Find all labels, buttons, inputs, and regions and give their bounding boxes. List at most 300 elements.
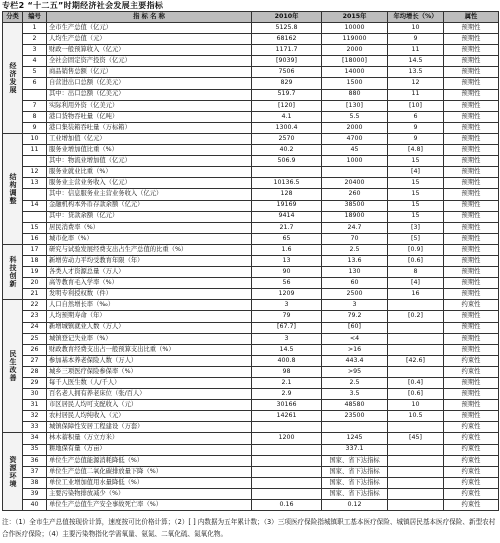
row-number: 28 [23,366,47,377]
growth-rate: [4] [388,278,444,289]
row-number: 25 [23,333,47,344]
table-row [3,255,499,266]
attribute: 约束性 [444,300,499,311]
indicator-name: 研究与试验发展经费支出占生产总值的比重（%） [47,244,252,255]
value-2010 [252,466,322,477]
value-2015: 260 [322,189,388,200]
indicator-name: 主要污染物排放减少（%） [47,488,252,499]
indicator-name: 其中：信息服务业主营业务收入（亿元） [47,189,252,200]
growth-rate: [5] [388,233,444,244]
row-number: 5 [23,67,47,78]
attribute: 预期性 [444,100,499,111]
growth-rate: 9 [388,122,444,133]
growth-rate: [0.6] [388,255,444,266]
value-2015: 70 [322,233,388,244]
row-number: 4 [23,56,47,67]
indicator-name: 城市化率（%） [47,233,252,244]
indicator-name: 发明专利授权数（件） [47,289,252,300]
value-2015: [18000] [322,56,388,67]
row-number: 7 [23,100,47,111]
attribute: 预期性 [444,222,499,233]
indicator-name: 城镇保障性安居工程建设（万套） [47,422,252,433]
header-growth: 年均增长（%） [388,12,444,23]
value-2010: 19169 [252,200,322,211]
table-row [3,89,499,100]
value-2015: 1000 [322,156,388,167]
attribute: 预期性 [444,56,499,67]
table-row [3,200,499,211]
growth-rate: 10 [388,400,444,411]
value-2015: >16 [322,344,388,355]
growth-rate [388,488,444,499]
growth-rate: 15 [388,189,444,200]
table-row [3,400,499,411]
table-row [3,333,499,344]
value-2015: 45 [322,145,388,156]
value-2010: 2.1 [252,378,322,389]
value-2010: 30166 [252,400,322,411]
growth-rate: 15 [388,156,444,167]
value-2015 [322,167,388,178]
growth-rate [388,333,444,344]
header-category: 分类 [3,12,23,23]
row-number: 8 [23,111,47,122]
value-2010 [252,167,322,178]
growth-rate [388,466,444,477]
row-number: 18 [23,255,47,266]
attribute: 约束性 [444,477,499,488]
value-2010: 5125.8 [252,23,322,34]
table-row [3,378,499,389]
growth-rate: [0.4] [388,378,444,389]
growth-rate [388,300,444,311]
indicator-name: 林木蓄积量（万立方米） [47,433,252,444]
value-2015: 2.5 [322,244,388,255]
value-2010: 56 [252,278,322,289]
value-2010 [252,477,322,488]
table-row [3,444,499,455]
attribute: 预期性 [444,89,499,100]
indicator-name: 每千人医生数（人/千人） [47,378,252,389]
value-2015: 0.12 [322,500,388,511]
attribute: 预期性 [444,167,499,178]
indicator-name: 新增劳动力平均受教育年限（年） [47,255,252,266]
indicator-name: 人均生产总值（元） [47,34,252,45]
attribute: 约束性 [444,444,499,455]
value-2010: 1300.4 [252,122,322,133]
indicator-name: 高等教育毛入学率（%） [47,278,252,289]
value-2010 [252,488,322,499]
value-2010: 519.7 [252,89,322,100]
growth-rate: 16 [388,289,444,300]
table-row [3,178,499,189]
growth-rate: [45] [388,433,444,444]
indicator-name: 服务业主营业务收入（亿元） [47,178,252,189]
value-2010: 1209 [252,289,322,300]
value-2010: 65 [252,233,322,244]
attribute: 预期性 [444,78,499,89]
indicator-name: 单位工业增加值用水量降低（%） [47,477,252,488]
table-row [3,322,499,333]
value-2015: [60] [322,322,388,333]
value-2010: [120] [252,100,322,111]
row-number: 24 [23,322,47,333]
row-number: 37 [23,466,47,477]
indicator-name: 港口集装箱吞吐量（万标箱） [47,122,252,133]
growth-rate: [0.2] [388,311,444,322]
table-row [3,244,499,255]
table-row [3,289,499,300]
value-2010: [67.7] [252,322,322,333]
attribute: 预期性 [444,189,499,200]
growth-rate [388,477,444,488]
row-number: 29 [23,378,47,389]
category-cell: 经济发展 [3,23,23,134]
value-2010: 3 [252,333,322,344]
indicator-name: 农村居民人均纯收入（元） [47,411,252,422]
growth-rate: 9 [388,133,444,144]
growth-rate: [0.6] [388,389,444,400]
attribute: 预期性 [444,267,499,278]
value-2010: 14261 [252,411,322,422]
growth-rate: 10 [388,23,444,34]
attribute: 约束性 [444,422,499,433]
growth-rate: [0.9] [388,244,444,255]
value-2015: 2000 [322,122,388,133]
growth-rate [388,455,444,466]
indicator-name: 商品销售总额（亿元） [47,67,252,78]
growth-rate: 15 [388,200,444,211]
attribute: 预期性 [444,255,499,266]
value-2015: >95 [322,366,388,377]
value-2010: 400.8 [252,355,322,366]
attribute: 预期性 [444,111,499,122]
value-2015: 18900 [322,211,388,222]
value-2010: 506.9 [252,156,322,167]
attribute: 预期性 [444,333,499,344]
attribute: 约束性 [444,433,499,444]
table-title: 专栏2 “十二五”时期经济社会发展主要指标 [2,1,164,10]
row-number: 13 [23,178,47,189]
attribute: 预期性 [444,400,499,411]
value-2015: 13.6 [322,255,388,266]
attribute: 预期性 [444,244,499,255]
indicator-name: 金融机构本外币存款余额（亿元） [47,200,252,211]
attribute: 预期性 [444,378,499,389]
value-2010: 3 [252,300,322,311]
attribute: 预期性 [444,145,499,156]
growth-rate [388,422,444,433]
table-row [3,278,499,289]
table-row [3,133,499,144]
table-row [3,189,499,200]
growth-rate: [10] [388,100,444,111]
table-row [3,344,499,355]
attribute: 预期性 [444,67,499,78]
value-2010 [252,422,322,433]
attribute: 预期性 [444,23,499,34]
table-row [3,111,499,122]
attribute: 预期性 [444,344,499,355]
growth-rate: 8 [388,267,444,278]
value-2015: 20400 [322,178,388,189]
row-number [23,156,47,167]
value-2010 [252,455,322,466]
indicator-name: 服务业增加值比重（%） [47,145,252,156]
value-2010: [9039] [252,56,322,67]
value-2015: 2500 [322,289,388,300]
indicator-name: 单位生产总值二氧化碳排放量下降（%） [47,466,252,477]
value-2010: 1.6 [252,244,322,255]
row-number: 34 [23,433,47,444]
growth-rate: 12 [388,78,444,89]
growth-rate: 13.5 [388,67,444,78]
row-number: 33 [23,422,47,433]
table-row [3,156,499,167]
table-row [3,466,499,477]
row-number: 26 [23,344,47,355]
table-row [3,455,499,466]
value-2010: 2.9 [252,389,322,400]
indicator-name: 服务业就业比重（%） [47,167,252,178]
attribute: 约束性 [444,366,499,377]
value-2015: 4700 [322,133,388,144]
row-number: 38 [23,477,47,488]
attribute: 预期性 [444,45,499,56]
table-row [3,477,499,488]
indicator-name: 单位生产总值能源消耗降低（%） [47,455,252,466]
value-2015: 1245 [322,433,388,444]
value-2010: 4.1 [252,111,322,122]
row-number: 19 [23,267,47,278]
attribute: 约束性 [444,466,499,477]
table-row [3,145,499,156]
value-2015: 国家、省下达指标 [322,466,388,477]
table-row [3,167,499,178]
row-number: 30 [23,389,47,400]
attribute: 预期性 [444,322,499,333]
value-2015 [322,422,388,433]
indicator-name: 市区居民人均可支配收入（元） [47,400,252,411]
attribute: 预期性 [444,411,499,422]
indicator-name: 新增城镇就业人数（万人） [47,322,252,333]
attribute: 约束性 [444,355,499,366]
growth-rate [388,322,444,333]
growth-rate [388,344,444,355]
attribute: 预期性 [444,178,499,189]
value-2010: 21.7 [252,222,322,233]
category-cell: 资源环境 [3,433,23,511]
growth-rate: 9 [388,34,444,45]
value-2015: 3 [322,300,388,311]
row-number: 9 [23,122,47,133]
indicator-name: 财政教育经费支出占一般预算支出比重（%） [47,344,252,355]
table-row [3,222,499,233]
value-2015: 5.5 [322,111,388,122]
table-row [3,267,499,278]
table-row [3,45,499,56]
table-row [3,67,499,78]
indicator-name: 其中：贷款余额（亿元） [47,211,252,222]
growth-rate: 15 [388,178,444,189]
growth-rate: [3] [388,222,444,233]
indicator-name: 百名老人拥有养老床位（张/百人） [47,389,252,400]
value-2010: 68162 [252,34,322,45]
row-number: 1 [23,23,47,34]
value-2015: 23500 [322,411,388,422]
row-number [23,89,47,100]
attribute: 预期性 [444,389,499,400]
table-row [3,211,499,222]
attribute: 预期性 [444,233,499,244]
attribute: 约束性 [444,488,499,499]
indicator-name: 自营进出口总额（亿美元） [47,78,252,89]
table-row [3,355,499,366]
indicator-name: 城乡三项医疗保险参保率（%） [47,366,252,377]
row-number [23,189,47,200]
indicator-name: 参加基本养老保险人数（万人） [47,355,252,366]
value-2010: 128 [252,189,322,200]
value-2015: [130] [322,100,388,111]
value-2010: 9414 [252,211,322,222]
row-number: 15 [23,222,47,233]
value-2010: 0.16 [252,500,322,511]
row-number: 22 [23,300,47,311]
category-cell: 结构调整 [3,133,23,244]
table-row [3,488,499,499]
header-indicator: 指 标 名 称 [47,12,252,23]
footnote: 注：（1）全市生产总值按现价计算，速度按可比价格计算；（2）[ ] 内数据为五年累计数；（3）三项医疗保险指城镇职工基本医疗保险、城镇居民基本医疗保险、新型农村合作医疗保险；（4）主要污染物指化学需氧量、氨氮、二氧化硫、氮氧化物。 [2,518,496,538]
table-row [3,366,499,377]
attribute: 约束性 [444,455,499,466]
header-2010: 2010年 [252,12,322,23]
table-row [3,56,499,67]
indicator-name: 其中：物流业增加值（亿元） [47,156,252,167]
row-number: 16 [23,233,47,244]
growth-rate [388,500,444,511]
growth-rate: 6 [388,111,444,122]
row-number: 17 [23,244,47,255]
indicator-name: 港口货物吞吐量（亿吨） [47,111,252,122]
value-2010: 7506 [252,67,322,78]
growth-rate [388,444,444,455]
value-2015: 国家、省下达指标 [322,455,388,466]
table-row [3,300,499,311]
table-row [3,233,499,244]
growth-rate: 11 [388,45,444,56]
value-2015: 60 [322,278,388,289]
value-2015: 48580 [322,400,388,411]
indicator-name: 工业增加值（亿元） [47,133,252,144]
value-2010: 40.2 [252,145,322,156]
category-cell: 民生改善 [3,300,23,433]
attribute: 约束性 [444,500,499,511]
value-2010: 2570 [252,133,322,144]
value-2010: 1171.7 [252,45,322,56]
growth-rate: 15 [388,211,444,222]
value-2015: 2000 [322,45,388,56]
table-row [3,23,499,34]
indicator-name: 全社会固定资产投资（亿元） [47,56,252,67]
table-row [3,433,499,444]
value-2015: 880 [322,89,388,100]
table-body [3,23,499,511]
attribute: 预期性 [444,122,499,133]
attribute: 预期性 [444,278,499,289]
value-2010: 13 [252,255,322,266]
row-number: 3 [23,45,47,56]
attribute: 预期性 [444,200,499,211]
row-number: 40 [23,500,47,511]
attribute: 预期性 [444,156,499,167]
value-2015: 337.1 [322,444,388,455]
table-row [3,500,499,511]
table-row [3,34,499,45]
row-number: 12 [23,167,47,178]
growth-rate: 10.5 [388,411,444,422]
indicator-name: 人口自然增长率（‰） [47,300,252,311]
indicator-name: 居民消费率（%） [47,222,252,233]
row-number: 39 [23,488,47,499]
attribute: 预期性 [444,311,499,322]
value-2015: <4 [322,333,388,344]
growth-rate [388,366,444,377]
indicator-name: 各类人才资源总量（万人） [47,267,252,278]
indicator-name: 耕地保有量（万亩） [47,444,252,455]
row-number: 21 [23,289,47,300]
attribute: 预期性 [444,211,499,222]
value-2015: 119000 [322,34,388,45]
row-number: 2 [23,34,47,45]
row-number: 23 [23,311,47,322]
value-2015: 10000 [322,23,388,34]
table-row [3,422,499,433]
value-2015: 130 [322,267,388,278]
indicator-name: 其中：出口总额（亿美元） [47,89,252,100]
row-number: 20 [23,278,47,289]
growth-rate: [42.6] [388,355,444,366]
row-number: 14 [23,200,47,211]
table-row [3,122,499,133]
header-2015: 2015年 [322,12,388,23]
header-attribute: 属性 [444,12,499,23]
row-number: 35 [23,444,47,455]
attribute: 预期性 [444,34,499,45]
indicator-name: 全市生产总值（亿元） [47,23,252,34]
value-2010 [252,444,322,455]
value-2015: 1500 [322,78,388,89]
indicator-name: 财政一般预算收入（亿元） [47,45,252,56]
row-number [23,211,47,222]
indicator-name: 城镇登记失业率（%） [47,333,252,344]
indicator-name: 单位生产总值生产安全事故死亡率（%） [47,500,252,511]
growth-rate: 11 [388,89,444,100]
table-row [3,389,499,400]
value-2010: 90 [252,267,322,278]
growth-rate: 14.5 [388,56,444,67]
value-2010: 1200 [252,433,322,444]
row-number: 32 [23,411,47,422]
table-row [3,78,499,89]
value-2015: 14000 [322,67,388,78]
row-number: 36 [23,455,47,466]
attribute: 预期性 [444,133,499,144]
value-2015: 38500 [322,200,388,211]
table-row [3,311,499,322]
header-number: 编号 [23,12,47,23]
value-2015: 24.7 [322,222,388,233]
row-number: 6 [23,78,47,89]
